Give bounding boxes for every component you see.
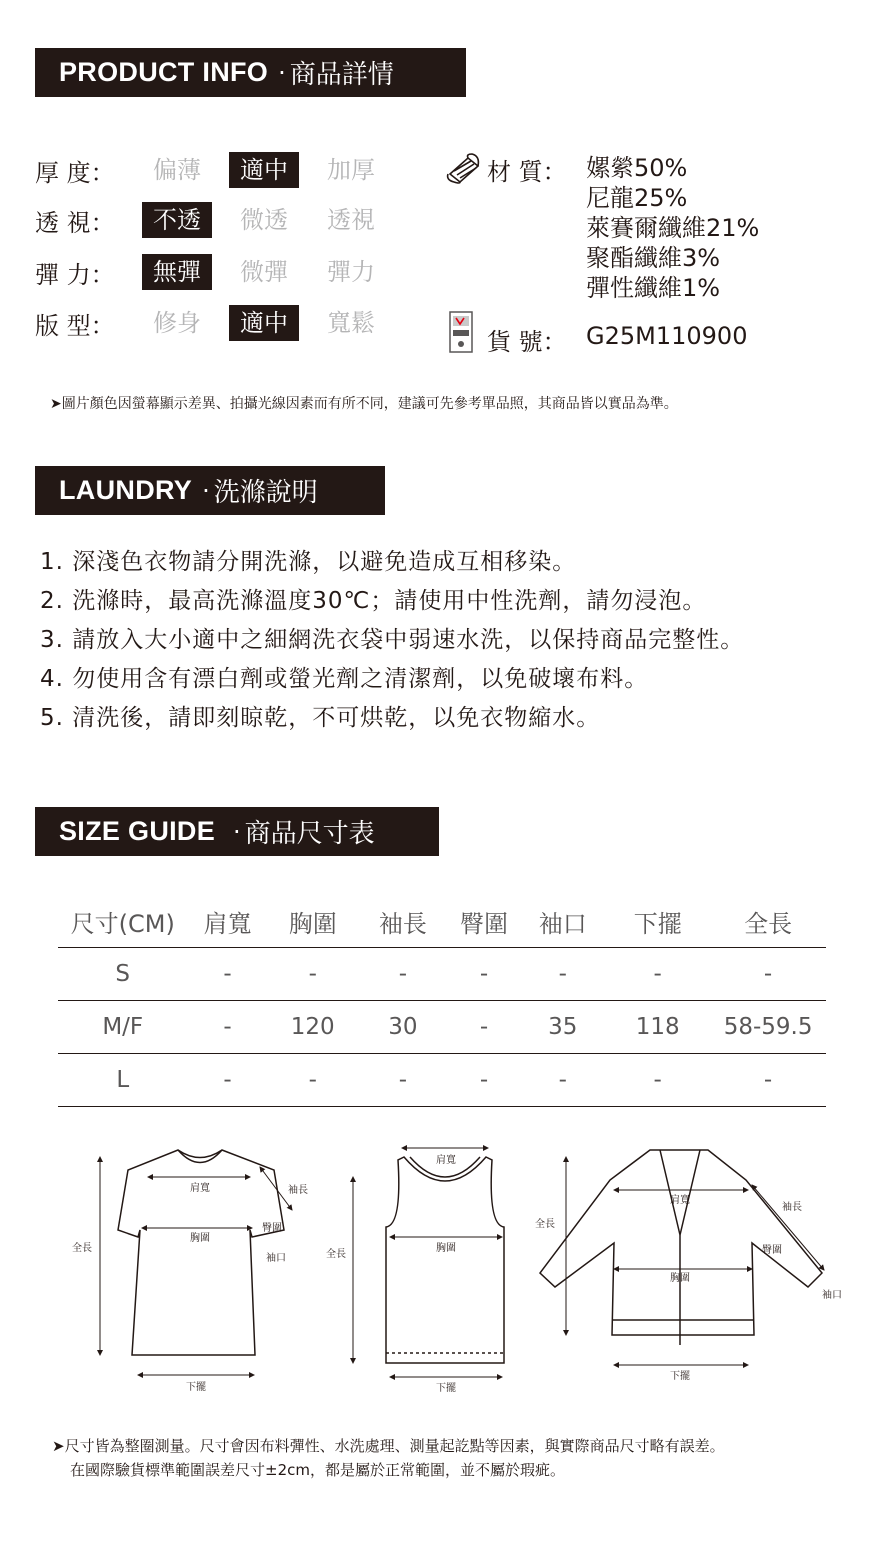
attribute-option-selected: 無彈: [142, 254, 212, 290]
laundry-item: 2. 洗滌時，最高洗滌溫度30℃；請使用中性洗劑，請勿浸泡。: [40, 588, 707, 614]
sku-value: G25M110900: [586, 322, 748, 350]
laundry-item: 3. 請放入大小適中之細網洗衣袋中弱速水洗，以保持商品完整性。: [40, 627, 745, 653]
tag-icon: [447, 310, 475, 354]
laundry-list: [40, 543, 744, 738]
size-footnote-1: ➤尺寸皆為整圈測量。尺寸會因布料彈性、水洗處理、測量起訖點等因素，與實際商品尺寸略有誤差。: [52, 1437, 725, 1455]
attribute-option: 微彈: [240, 258, 288, 286]
size-cell: -: [358, 1054, 448, 1107]
attribute-label: 透 視：: [35, 208, 115, 237]
sku-label: 貨 號：: [487, 328, 567, 356]
label-length: 全長: [326, 1249, 346, 1260]
col-sleeve: 袖長: [358, 895, 448, 948]
banner-title-zh: 洗滌說明: [213, 478, 318, 508]
label-hem: 下擺: [670, 1371, 690, 1382]
banner-title-en: PRODUCT INFO: [59, 57, 269, 87]
banner-dot: ·: [233, 817, 241, 846]
material-item: 嫘縈50%: [586, 154, 688, 182]
attribute-option: 彈力: [327, 258, 375, 286]
attribute-row: [35, 152, 395, 188]
attribute-option-selected: 不透: [142, 202, 212, 238]
label-cuff: 袖口: [266, 1253, 286, 1264]
attribute-row: [35, 202, 395, 238]
material-item: 聚酯纖維3%: [586, 244, 721, 272]
label-hip: 臀圍: [762, 1245, 782, 1256]
label-cuff: 袖口: [822, 1290, 842, 1301]
size-row: [58, 1001, 826, 1054]
size-cell: -: [448, 1001, 520, 1054]
col-length: 全長: [710, 895, 826, 948]
size-cell: 58-59.5: [710, 1001, 826, 1054]
size-cell: S: [58, 948, 187, 1001]
attribute-label: 厚 度：: [35, 158, 115, 187]
col-shoulder: 肩寬: [187, 895, 267, 948]
size-cell: -: [268, 948, 358, 1001]
attribute-option: 修身: [153, 309, 201, 337]
laundry-item: 5. 清洗後，請即刻晾乾，不可烘乾，以免衣物縮水。: [40, 705, 601, 731]
label-chest: 胸圍: [436, 1243, 456, 1254]
color-note: ➤圖片顏色因螢幕顯示差異、拍攝光線因素而有所不同，建議可先參考單品照，其商品皆以實品為準。: [50, 396, 678, 412]
size-cell: 120: [268, 1001, 358, 1054]
size-cell: -: [448, 948, 520, 1001]
attribute-row: [35, 305, 395, 341]
size-cell: -: [358, 948, 448, 1001]
col-cuff: 袖口: [520, 895, 605, 948]
material-item: 萊賽爾纖維21%: [586, 214, 760, 242]
label-sleeve: 袖長: [288, 1185, 308, 1196]
banner-dot: ·: [202, 476, 210, 505]
banner-dot: ·: [278, 58, 286, 87]
size-table: [58, 895, 826, 1107]
size-cell: -: [605, 1054, 710, 1107]
label-length: 全長: [72, 1243, 92, 1254]
banner-title-en: LAUNDRY: [59, 475, 193, 505]
label-hip: 臀圍: [262, 1223, 282, 1234]
size-cell: 35: [520, 1001, 605, 1054]
tshirt-dress-diagram: [118, 1150, 284, 1355]
label-shoulder: 肩寬: [670, 1195, 690, 1206]
size-cell: 118: [605, 1001, 710, 1054]
size-cell: L: [58, 1054, 187, 1107]
label-hem: 下擺: [186, 1382, 206, 1393]
size-row: [58, 948, 826, 1001]
size-cell: -: [520, 948, 605, 1001]
size-cell: -: [710, 948, 826, 1001]
attribute-label: 版 型：: [35, 311, 115, 340]
size-row: [58, 1054, 826, 1107]
size-cell: -: [268, 1054, 358, 1107]
laundry-item: 1. 深淺色衣物請分開洗滌，以避免造成互相移染。: [40, 549, 577, 575]
product-info-banner: [35, 48, 466, 97]
label-sleeve: 袖長: [782, 1202, 802, 1213]
attribute-label: 彈 力：: [35, 260, 115, 289]
attribute-row: [35, 254, 395, 290]
label-chest: 胸圍: [670, 1273, 690, 1284]
size-cell: 30: [358, 1001, 448, 1054]
label-length: 全長: [535, 1219, 555, 1230]
material-item: 彈性纖維1%: [586, 274, 721, 302]
material-label: 材 質：: [487, 158, 567, 186]
col-chest: 胸圍: [268, 895, 358, 948]
laundry-item: 4. 勿使用含有漂白劑或螢光劑之清潔劑，以免破壞布料。: [40, 666, 649, 692]
banner-title-zh: 商品詳情: [289, 60, 394, 90]
attribute-option: 偏薄: [153, 156, 201, 184]
label-hem: 下擺: [436, 1383, 456, 1394]
size-cell: -: [605, 948, 710, 1001]
col-size: 尺寸(CM): [58, 895, 187, 948]
banner-title-zh: 商品尺寸表: [244, 819, 375, 849]
size-cell: -: [710, 1054, 826, 1107]
attribute-option-selected: 適中: [229, 152, 299, 188]
label-shoulder: 肩寬: [436, 1155, 456, 1166]
size-cell: -: [448, 1054, 520, 1107]
attribute-option: 微透: [240, 206, 288, 234]
label-chest: 胸圍: [190, 1233, 210, 1244]
size-table-header: [58, 895, 826, 948]
size-cell: -: [520, 1054, 605, 1107]
size-cell: -: [187, 948, 267, 1001]
thread-spool-icon: [444, 152, 484, 188]
size-cell: -: [187, 1054, 267, 1107]
attribute-option-selected: 適中: [229, 305, 299, 341]
size-footnote-2: 在國際驗貨標準範圍誤差尺寸±2cm，都是屬於正常範圍，並不屬於瑕疵。: [70, 1461, 565, 1479]
col-hip: 臀圍: [448, 895, 520, 948]
size-cell: M/F: [58, 1001, 187, 1054]
tank-top-diagram: [386, 1157, 504, 1363]
size-guide-banner: [35, 807, 439, 856]
attribute-option: 寬鬆: [327, 309, 375, 337]
attribute-option: 加厚: [327, 156, 375, 184]
laundry-banner: [35, 466, 385, 515]
col-hem: 下擺: [605, 895, 710, 948]
size-cell: -: [187, 1001, 267, 1054]
attribute-option: 透視: [327, 206, 375, 234]
material-item: 尼龍25%: [586, 184, 688, 212]
label-shoulder: 肩寬: [190, 1183, 210, 1194]
measurement-diagrams: [0, 1135, 875, 1400]
banner-title-en: SIZE GUIDE: [59, 816, 216, 846]
